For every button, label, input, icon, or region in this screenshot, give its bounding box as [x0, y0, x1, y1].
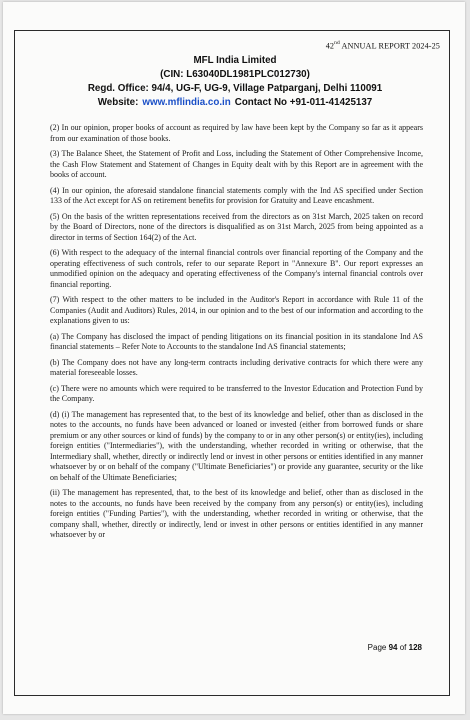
- contact-number: Contact No +91-011-41425137: [234, 97, 373, 108]
- paragraph-b-long-term-contracts: (b) The Company does not have any long-term contracts including derivative contracts for which there were any material foreseeable losses.: [50, 357, 423, 377]
- paragraph-5-directors-disqualification: (5) On the basis of the written representations received from the directors as on 31st March, 2025 taken on record by the Board of Directors, none of the directors is disqualified as on 31st March, 2025 from being appointed as a director in terms of Section 164(2) of the Act.: [50, 211, 423, 242]
- total-pages: 128: [408, 643, 422, 652]
- annual-report-suffix: nd: [334, 40, 340, 46]
- paragraph-d-i-funds-advanced: (d) (i) The management has represented that, to the best of its knowledge and belief, other than as disclosed in the notes to the accounts, no funds have been advanced or loaned or invested (either from borrowed funds or share premium or any other sources or kind of funds) by the company to or in any other person(s) or entity(ies), including foreign entities ("Intermediaries"), with the understanding, whether recorded in writing or otherwise, that the Intermediary shall, whether, directly or indirectly lend or invest in other persons or entities identified in any manner whatsoever by or on behalf of the company ("Ultimate Beneficiaries") or provide any guarantee, security or the like on behalf of the Ultimate Beneficiaries;: [50, 409, 423, 482]
- paragraph-c-investor-education-fund: (c) There were no amounts which were required to be transferred to the Investor Education and Protection Fund by the Company.: [50, 383, 423, 403]
- annual-report-ordinal: 42: [325, 41, 335, 51]
- paragraph-6-internal-controls: (6) With respect to the adequacy of the internal financial controls over financial reporting of the Company and the operating effectiveness of such controls, refer to our separate Report in "Annexure B". Our report expresses an unmodified opinion on the adequacy and operating effectiveness of the Company's internal financial controls over financial reporting.: [50, 248, 423, 289]
- page-number: 94: [388, 643, 398, 652]
- website-label: Website:: [97, 97, 139, 108]
- paragraph-d-ii-funds-received: (ii) The management has represented, that, to the best of its knowledge and belief, other than as disclosed in the notes to the accounts, no funds have been received by the company from any person(s) or entity(ies), including foreign entities ("Funding Parties"), with the understanding, whether recorded in writing or otherwise, that the company shall, whether, directly or indirectly, lend or invest in other persons or entities identified in any manner whatsoever by or: [50, 488, 423, 539]
- page-word: Page: [367, 643, 387, 652]
- paragraph-4-ind-as-compliance: (4) In our opinion, the aforesaid standalone financial statements comply with the Ind AS specified under Section 133 of the Act except for AS on retirement benefits for provision for Gratuity and Leave encashment.: [50, 185, 423, 205]
- of-word: of: [399, 643, 407, 652]
- paragraph-3-balance-sheet: (3) The Balance Sheet, the Statement of Profit and Loss, including the Statement of Other Comprehensive Income, the Cash Flow Statement and Statement of Changes in Equity dealt with by this Report are in agreement with the books of account.: [50, 149, 423, 179]
- paragraph-7-other-matters: (7) With respect to the other matters to be included in the Auditor's Report in accordance with Rule 11 of the Companies (Audit and Auditors) Rules, 2014, in our opinion and to the best of our information and according to the explanations given to us:: [50, 295, 423, 325]
- report-body: [50, 123, 423, 546]
- annual-report-title: ANNUAL REPORT 2024-25: [341, 41, 440, 51]
- website-contact-line: [0, 97, 470, 108]
- website-link[interactable]: www.mflindia.co.in: [142, 97, 231, 108]
- paragraph-a-pending-litigations: (a) The Company has disclosed the impact of pending litigations on its financial position in its standalone Ind AS financial statements – Refer Note to Accounts to the standalone Ind AS financial statements;: [50, 331, 423, 351]
- registered-office: Regd. Office: 94/4, UG-F, UG-9, Village Patparganj, Delhi 110091: [87, 83, 383, 94]
- paragraph-2-books-of-account: (2) In our opinion, proper books of account as required by law have been kept by the Company so far as it appears from our examination of those books.: [50, 123, 423, 143]
- company-name: MFL India Limited: [193, 55, 277, 66]
- annual-report-label: [326, 41, 440, 51]
- company-cin: (CIN: L63040DL1981PLC012730): [160, 69, 310, 80]
- page-footer: [368, 643, 422, 652]
